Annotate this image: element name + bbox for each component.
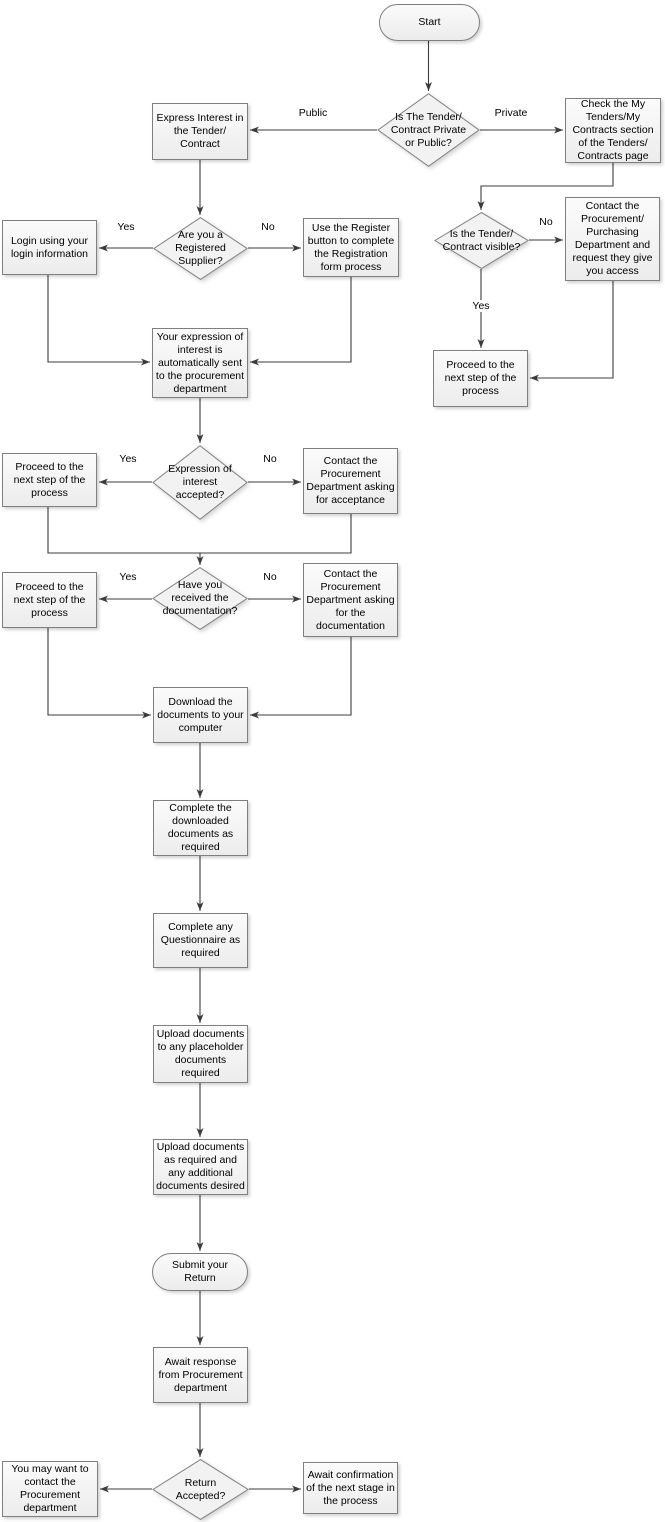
process-contact-access xyxy=(565,197,660,281)
edge-label-visible-yes: Yes xyxy=(472,300,490,312)
process-upload-placeholder-label: Upload documents to any placeholder documents required xyxy=(156,1028,245,1079)
process-complete-questionnaire-label: Complete any Questionnaire as required xyxy=(160,921,241,959)
process-contact-access-label: Contact the Procurement/ Purchasing Department and request they give you access xyxy=(572,200,653,277)
decision-received-documentation-label: Have you received the documentation? xyxy=(162,579,238,617)
edge-label-documentation-no: No xyxy=(263,571,277,583)
process-check-my-tenders-label: Check the My Tenders/My Contracts section of the Tenders/ Contracts page xyxy=(572,98,654,162)
process-login-label: Login using your login information xyxy=(10,234,89,260)
submit-return-terminator xyxy=(152,1253,248,1291)
process-complete-questionnaire xyxy=(153,913,248,968)
process-proceed-after-documentation-label: Proceed to the next step of the process xyxy=(13,580,86,619)
process-await-response-label: Await response from Procurement department xyxy=(158,1355,243,1394)
start-terminator xyxy=(379,4,480,41)
process-complete-downloaded-label: Complete the downloaded documents as required xyxy=(167,802,234,853)
edge-label-visible-no: No xyxy=(539,216,553,228)
edge-label-public: Public xyxy=(298,107,328,119)
decision-received-documentation xyxy=(152,567,248,630)
process-proceed-after-visible xyxy=(433,350,528,407)
decision-registered-supplier xyxy=(153,217,248,280)
process-check-my-tenders xyxy=(565,98,661,163)
process-expression-sent xyxy=(152,328,248,398)
process-expression-sent-label: Your expression of interest is automatically sent to the procurement department xyxy=(155,330,245,395)
process-register-label: Use the Register button to complete the Registration form process xyxy=(307,221,395,273)
process-download-documents xyxy=(153,687,248,743)
process-upload-additional xyxy=(153,1139,248,1195)
decision-expression-accepted-label: Expression of interest accepted? xyxy=(168,463,232,501)
process-contact-department-label: You may want to contact the Procurement department xyxy=(11,1463,89,1514)
edge-label-documentation-yes: Yes xyxy=(119,571,137,583)
process-complete-downloaded xyxy=(153,800,248,856)
decision-private-or-public xyxy=(377,93,480,167)
process-download-documents-label: Download the documents to your computer xyxy=(157,695,244,734)
process-proceed-after-documentation xyxy=(2,572,97,628)
submit-return-label: Submit your Return xyxy=(171,1259,229,1284)
start-label: Start xyxy=(418,16,441,28)
process-contact-acceptance-label: Contact the Procurement Department asking for acceptance xyxy=(306,455,395,506)
decision-registered-supplier-label: Are you a Registered Supplier? xyxy=(175,229,226,267)
process-express-interest-label: Express Interest in the Tender/ Contract xyxy=(156,112,244,150)
process-proceed-after-accepted-label: Proceed to the next step of the process xyxy=(13,460,86,499)
process-await-confirmation-label: Await confirmation of the next stage in the process xyxy=(306,1468,395,1507)
edge-label-registered-yes: Yes xyxy=(117,221,135,233)
edge-label-accepted-yes: Yes xyxy=(119,453,137,465)
process-login xyxy=(2,220,97,275)
process-contact-acceptance xyxy=(303,448,398,514)
process-await-confirmation xyxy=(303,1462,398,1514)
process-upload-placeholder xyxy=(153,1025,248,1083)
decision-return-accepted-label: Return Accepted? xyxy=(175,1476,226,1502)
decision-contract-visible xyxy=(434,212,529,269)
process-register xyxy=(303,218,399,277)
decision-contract-visible-label: Is the Tender/ Contract visible? xyxy=(442,227,521,253)
process-express-interest xyxy=(152,103,248,160)
decision-return-accepted xyxy=(152,1459,249,1520)
edge-label-private: Private xyxy=(494,107,528,119)
process-upload-additional-label: Upload documents as required and any additional documents desired xyxy=(156,1141,245,1192)
process-contact-department xyxy=(2,1461,98,1517)
edge-label-accepted-no: No xyxy=(263,453,277,465)
edge-label-registered-no: No xyxy=(261,221,275,233)
process-contact-documentation xyxy=(303,563,398,637)
decision-private-or-public-label: Is The Tender/ Contract Private or Public? xyxy=(390,110,467,149)
process-proceed-after-visible-label: Proceed to the next step of the process xyxy=(444,359,517,397)
process-await-response xyxy=(153,1347,248,1403)
process-contact-documentation-label: Contact the Procurement Department asking for the documentation xyxy=(306,567,395,632)
decision-expression-accepted xyxy=(152,445,248,520)
process-proceed-after-accepted xyxy=(2,453,97,507)
